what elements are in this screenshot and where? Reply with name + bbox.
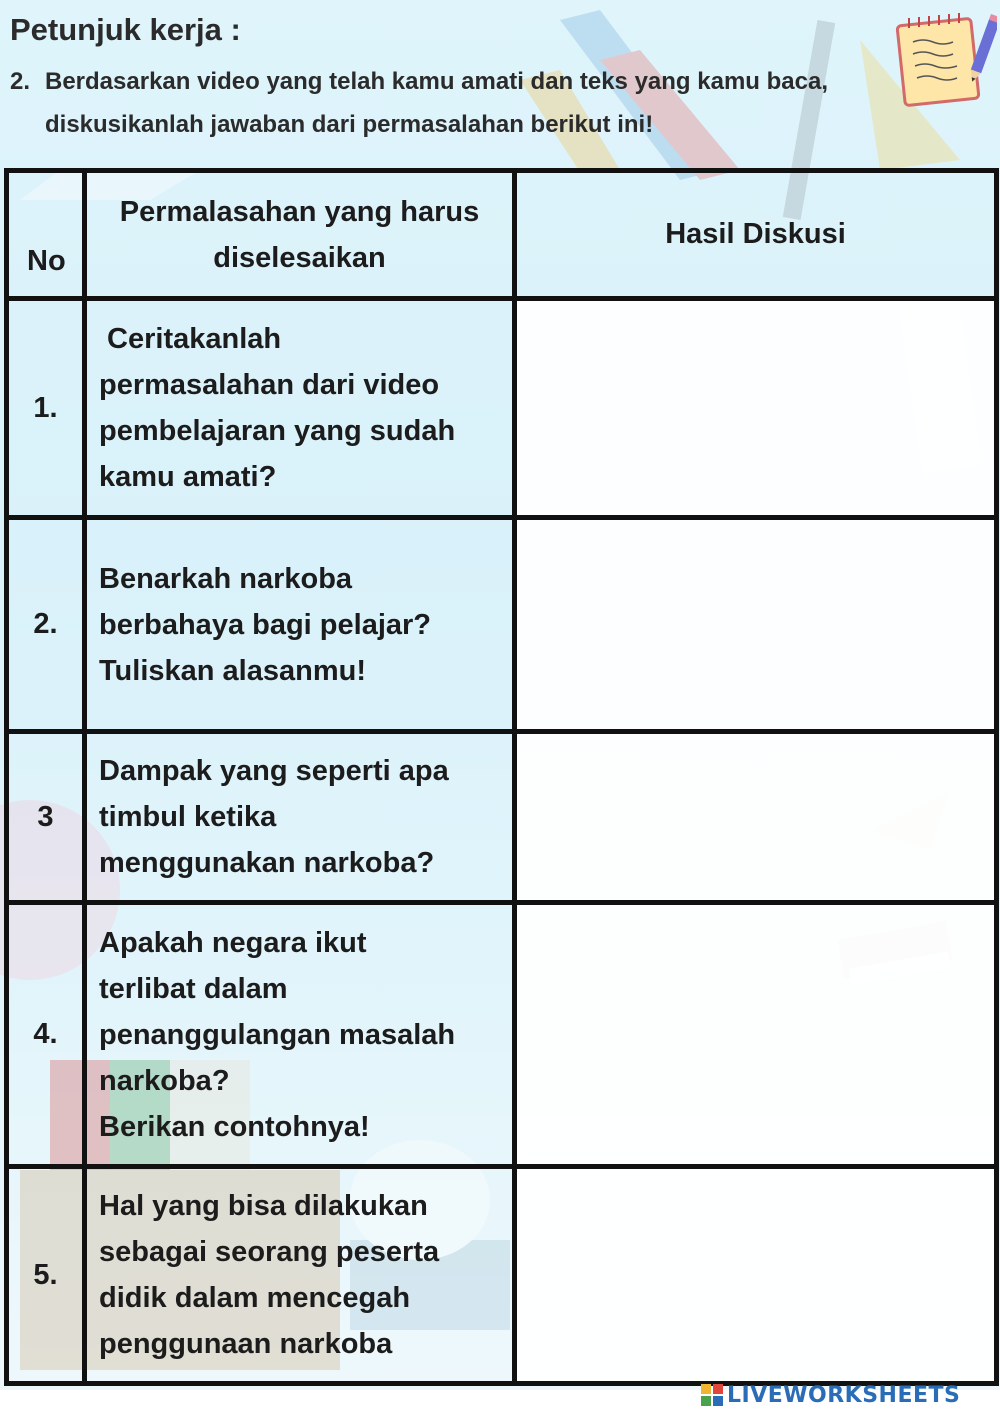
answer-field[interactable] [515, 903, 997, 1167]
question-line: Benarkah narkoba [99, 562, 353, 595]
row-question [85, 903, 515, 1167]
question-line: permasalahan dari video [99, 369, 440, 401]
discussion-table [4, 168, 999, 1386]
row-question [85, 518, 515, 732]
header-question [85, 171, 515, 299]
answer-field[interactable] [515, 518, 997, 732]
question-line: didik dalam mencegah [99, 1282, 411, 1314]
answer-field[interactable] [515, 732, 997, 903]
instruction-number: 2. [10, 68, 31, 95]
question-line: sebagai seorang peserta [99, 1236, 440, 1268]
question-line: Apakah negara ikut [99, 926, 367, 959]
liveworksheets-icon [700, 1383, 724, 1407]
table-row [7, 903, 997, 1167]
row-number: 5. [7, 1167, 85, 1384]
question-line: terlibat dalam [99, 972, 288, 1005]
row-question [85, 732, 515, 903]
liveworksheets-logo[interactable] [700, 1382, 960, 1408]
question-line: berbahaya bagi pelajar? [99, 608, 432, 641]
question-line: Ceritakanlah [99, 323, 282, 355]
answer-field[interactable] [515, 1167, 997, 1384]
table-row [7, 299, 997, 518]
notepad-icon [893, 8, 997, 108]
question-line: penanggulangan masalah [99, 1018, 456, 1051]
question-line: pembelajaran yang sudah [99, 415, 456, 447]
question-line: penggunaan narkoba [99, 1328, 393, 1360]
row-number: 3 [7, 732, 85, 903]
question-line: kamu amati? [99, 461, 277, 493]
answer-field[interactable] [515, 299, 997, 518]
instruction-text: Berdasarkan video yang telah kamu amati dan teks yang kamu baca, diskusikanlah jawaban dari permasalahan berikut ini! [45, 68, 828, 138]
question-line: Hal yang bisa dilakukan [99, 1190, 428, 1222]
table-row [7, 732, 997, 903]
header-question-line: Permalasahan yang harus [119, 195, 480, 228]
question-line: menggunakan narkoba? [99, 847, 435, 879]
row-number: 4. [7, 903, 85, 1167]
header-result: Hasil Diskusi [515, 171, 997, 299]
question-line: Tuliskan alasanmu! [99, 654, 366, 687]
row-number: 1. [7, 299, 85, 518]
table-row [7, 1167, 997, 1384]
row-question [85, 299, 515, 518]
page-title: Petunjuk kerja : [10, 12, 241, 47]
row-question [85, 1167, 515, 1384]
question-line: Berikan contohnya! [99, 1110, 370, 1143]
brand-name: LIVEWORKSHEETS [727, 1382, 961, 1408]
row-number: 2. [7, 518, 85, 732]
table-row [7, 518, 997, 732]
header-no: No [7, 171, 85, 299]
question-line: timbul ketika [99, 801, 277, 833]
question-line: Dampak yang seperti apa [99, 755, 449, 787]
question-line: narkoba? [99, 1064, 230, 1097]
table-header-row [7, 171, 997, 299]
header-question-line: diselesaikan [213, 241, 386, 274]
